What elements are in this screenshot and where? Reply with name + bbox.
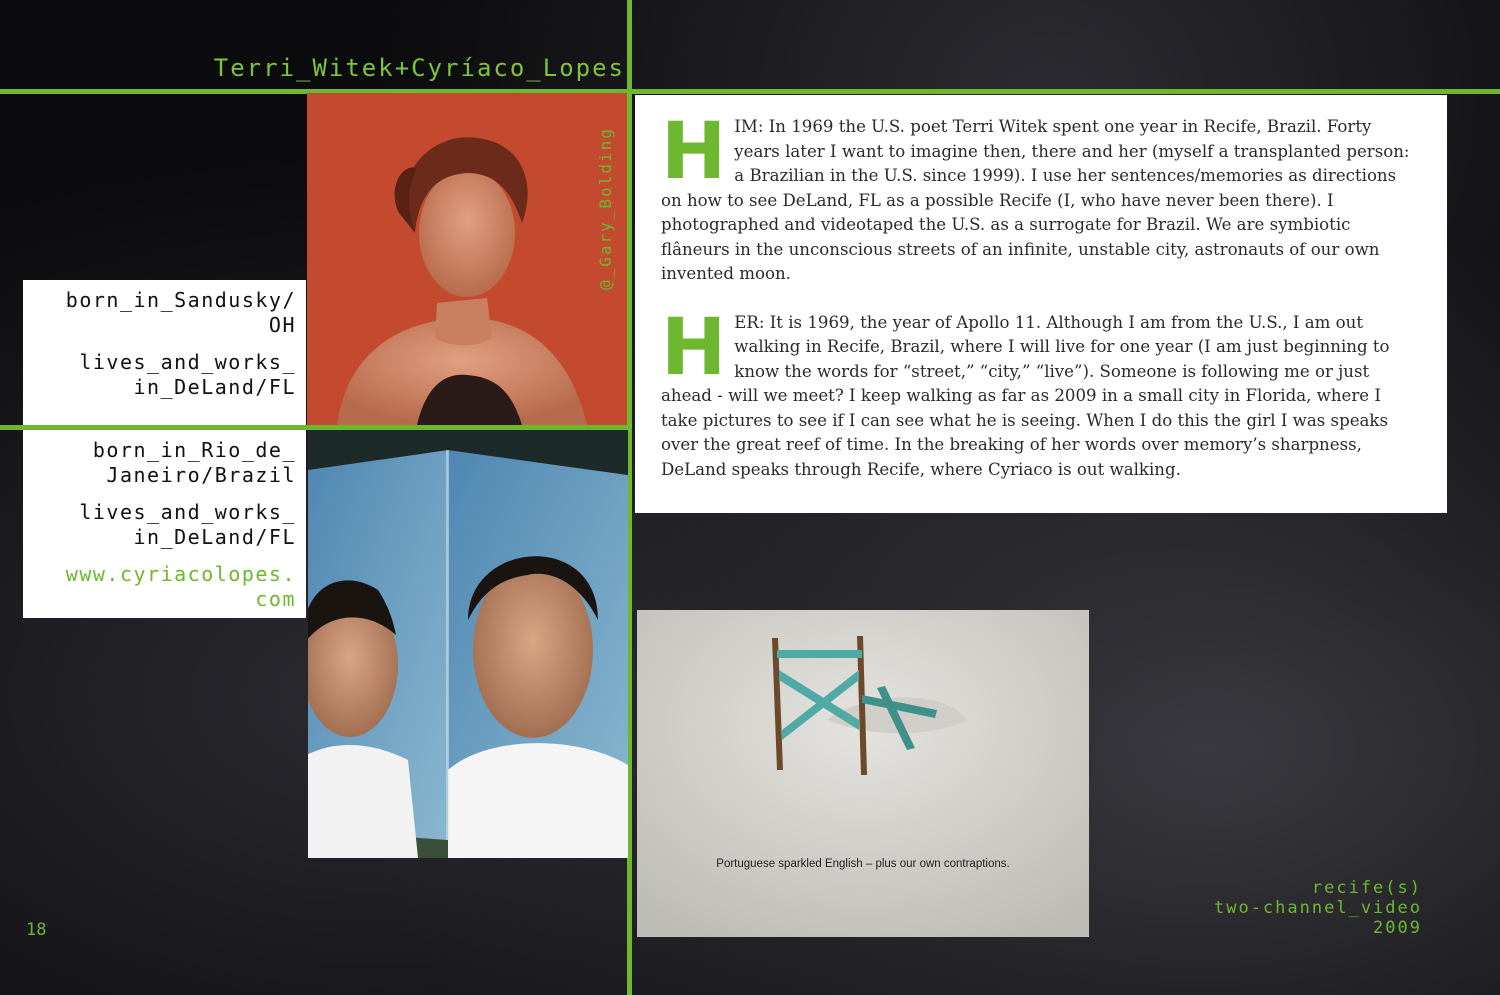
bio-terri-lives-2: in_DeLand/FL — [133, 375, 296, 399]
sand-chair-photo — [637, 610, 1089, 937]
bio-cyriaco-born-2: Janeiro/Brazil — [106, 463, 296, 487]
paragraph-her — [661, 302, 1421, 483]
bio-terri-born-2: OH — [268, 313, 296, 337]
photo-credit — [596, 270, 615, 290]
bio-cyriaco-lives-1: lives_and_works_ — [79, 500, 296, 524]
bio-terri-born-1: born_in_Sandusky/ — [65, 288, 296, 312]
page-title: Terri_Witek+Cyríaco_Lopes — [213, 54, 625, 82]
website-link-1[interactable]: www.cyriacolopes. — [65, 562, 296, 586]
paragraph-her-text: ER: It is 1969, the year of Apollo 11. Although I am from the U.S., I am out walking in Recife, Brazil, where I will live for one year (I am just beginning to know the words for “street,” “city,” “live”). Someone is following me or just ahead - will we meet? I keep walking as far as 2009 in a small city in Florida, where I take pictures to see if I can see what he is seeing. When I do this the girl I was speaks over the great reef of time. In the breaking of her words over memory’s sharpness, DeLand speaks through Recife, where Cyriaco is out walking. — [661, 312, 1390, 479]
work-medium: two-channel_video — [1214, 898, 1422, 918]
work-year: 2009 — [1373, 918, 1422, 938]
essay-text-box — [635, 95, 1447, 513]
work-title: recife(s) — [1311, 878, 1422, 898]
top-horizontal-rule — [0, 89, 1500, 94]
bio-cyriaco-born-1: born_in_Rio_de_ — [92, 438, 296, 462]
paragraph-him — [661, 107, 1421, 287]
drop-cap-her: H — [661, 302, 727, 393]
photo-caption: Portuguese sparkled English – plus our own contraptions. — [716, 858, 1010, 870]
portrait-terri-photo — [307, 93, 627, 425]
drop-cap-him: H — [661, 107, 727, 197]
work-info — [1214, 878, 1422, 938]
bio-terri-lives-1: lives_and_works_ — [79, 350, 296, 374]
website-link-2[interactable]: com — [255, 587, 296, 611]
portrait-cyriaco-photo — [308, 430, 628, 858]
bio-cyriaco — [23, 430, 306, 618]
paragraph-him-text: IM: In 1969 the U.S. poet Terri Witek spent one year in Recife, Brazil. Forty years later I want to imagine then, there and her (myself a transplanted person: a Brazilian in the U.S. since 1999). I use her sentences/memories as directions on how to see DeLand, FL as a possible Recife (I, who have never been there). I photographed and videotaped the U.S. as a surrogate for Brazil. We are symbiotic flâneurs in the unconscious streets of an infinite, unstable city, astronauts of our own invented moon. — [661, 117, 1410, 283]
bio-cyriaco-lives-2: in_DeLand/FL — [133, 525, 296, 549]
page-number: 18 — [26, 920, 47, 940]
bio-terri — [23, 280, 306, 425]
